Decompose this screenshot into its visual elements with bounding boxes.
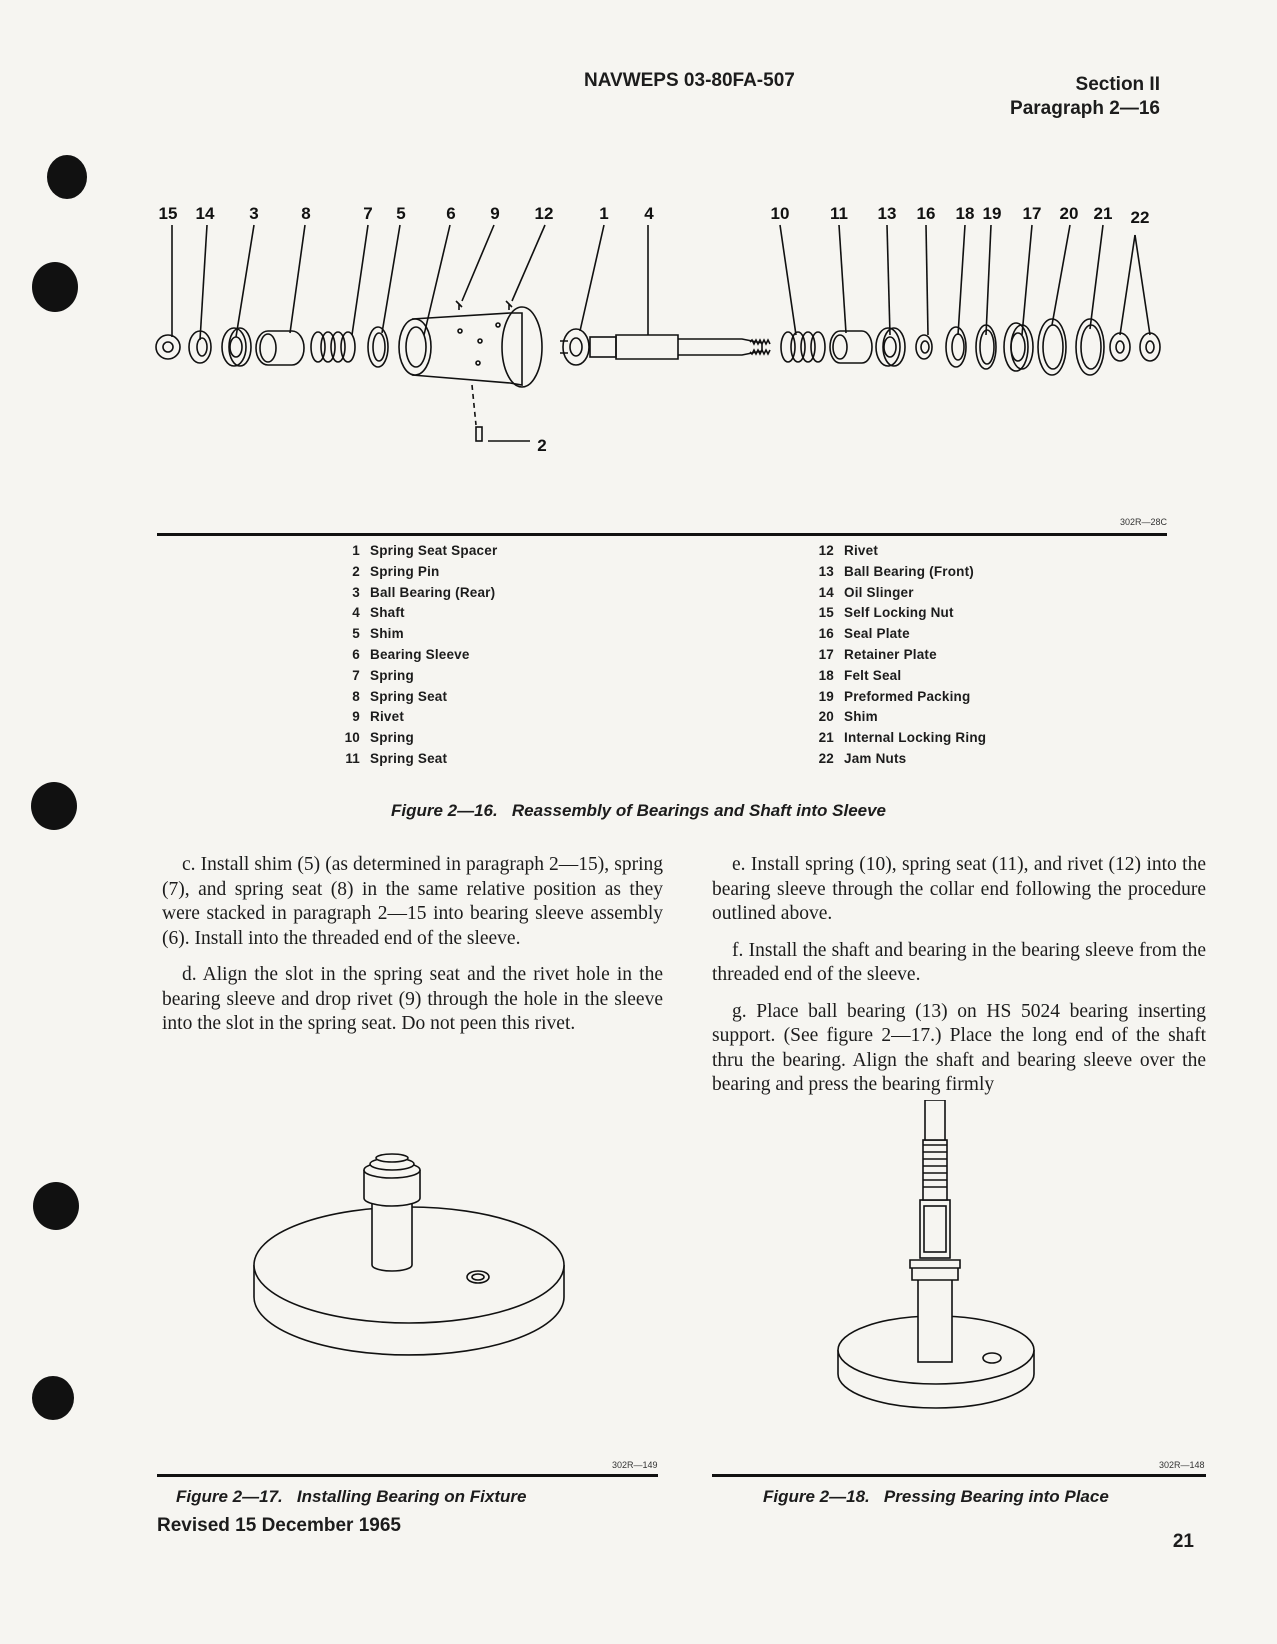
revision-date: Revised 15 December 1965 [157, 1515, 401, 1536]
legend-item: 16 Seal Plate [818, 626, 910, 642]
binder-hole-4 [33, 1182, 79, 1230]
legend-item: 14 Oil Slinger [818, 584, 914, 600]
figure-2-18-code: 302R—148 [1159, 1460, 1205, 1470]
legend-item: 5 Shim [352, 626, 404, 642]
figure-2-16-drawing [150, 195, 1180, 475]
legend-item: 9 Rivet [352, 709, 405, 725]
figure-2-18-rule [712, 1474, 1206, 1477]
figure-2-17-drawing [240, 1140, 580, 1380]
legend-right [804, 541, 986, 770]
binder-hole-1 [47, 155, 87, 199]
legend-item: 21 Internal Locking Ring [818, 730, 987, 746]
callout-14: 14 [195, 204, 215, 223]
callout-4: 4 [644, 204, 654, 223]
figure-2-16-rule [157, 533, 1167, 536]
callout-6: 6 [446, 204, 456, 223]
legend-item: 11 Spring Seat [345, 750, 448, 766]
left-column [162, 853, 663, 1049]
document-id: NAVWEPS 03-80FA-507 [584, 70, 795, 91]
right-column [712, 853, 1206, 1110]
legend-item: 19 Preformed Packing [818, 688, 971, 704]
figure-2-16-callouts [159, 204, 1150, 455]
callout-18: 18 [955, 204, 975, 223]
section-label: Section II [1075, 74, 1160, 95]
figure-2-16-code: 302R—28C [1119, 517, 1167, 527]
callout-21: 21 [1093, 204, 1113, 223]
legend-item: 12 Rivet [818, 543, 879, 558]
legend-item: 2 Spring Pin [352, 563, 440, 579]
legend-item: 7 Spring [352, 667, 414, 683]
callout-10: 10 [770, 204, 790, 223]
figure-2-18-drawing [830, 1100, 1050, 1420]
legend-item: 4 Shaft [352, 605, 405, 621]
figure-2-18-caption: Figure 2—18. Pressing Bearing into Place [763, 1487, 1109, 1506]
legend-item: 13 Ball Bearing (Front) [818, 563, 975, 579]
callout-13: 13 [877, 204, 897, 223]
paragraph-c: c. Install shim (5) (as determined in paragraph 2—15), spring (7), and spring seat (8) in the same relative position as they were stacked in paragraph 2—15 into bearing sleeve assembly (6). Install into the threaded end of the sleeve. [162, 854, 663, 949]
figure-2-16-caption: Figure 2—16. Reassembly of Bearings and Shaft into Sleeve [390, 801, 887, 820]
callout-12: 12 [534, 204, 554, 223]
callout-19: 19 [982, 204, 1002, 223]
callout-17: 17 [1022, 204, 1042, 223]
figure-2-17-code: 302R—149 [612, 1460, 658, 1470]
legend-item: 17 Retainer Plate [818, 646, 937, 662]
figure-2-17-rule [157, 1474, 658, 1477]
paragraph-d: d. Align the slot in the spring seat and the rivet hole in the bearing sleeve and drop rivet (9) through the hole in the sleeve into the slot in the spring seat. Do not peen this rivet. [162, 964, 663, 1034]
callout-22: 22 [1130, 208, 1150, 227]
legend-item: 6 Bearing Sleeve [352, 646, 470, 662]
legend-item: 3 Ball Bearing (Rear) [352, 584, 496, 600]
binder-hole-2 [32, 262, 78, 312]
callout-11: 11 [830, 204, 848, 223]
paragraph-g: g. Place ball bearing (13) on HS 5024 bearing inserting support. (See figure 2—17.) Place the long end of the shaft thru the bearing. Align the shaft and bearing sleeve over the bearing and press the bearing firmly [712, 1000, 1206, 1095]
callout-9: 9 [490, 204, 500, 223]
page-number: 21 [1172, 1531, 1194, 1552]
callout-20: 20 [1059, 204, 1079, 223]
callout-3: 3 [249, 204, 259, 223]
legend-item: 10 Spring [344, 730, 414, 746]
paragraph-f: f. Install the shaft and bearing in the bearing sleeve from the threaded end of the sleeve. [712, 939, 1206, 985]
legend-item: 1 Spring Seat Spacer [352, 543, 498, 558]
legend-item: 18 Felt Seal [818, 667, 902, 683]
legend-item: 8 Spring Seat [352, 688, 448, 704]
paragraph-e: e. Install spring (10), spring seat (11), and rivet (12) into the bearing sleeve through the collar end following the procedure outlined above. [712, 854, 1206, 924]
legend-left [330, 541, 497, 770]
legend-item: 20 Shim [818, 709, 878, 725]
callout-16: 16 [916, 204, 936, 223]
legend-item: 22 Jam Nuts [818, 750, 907, 766]
callout-8: 8 [301, 204, 311, 223]
callout-1: 1 [599, 204, 609, 223]
figure-2-17-caption: Figure 2—17. Installing Bearing on Fixture [176, 1487, 527, 1506]
legend-item: 15 Self Locking Nut [818, 605, 954, 621]
callout-5: 5 [396, 204, 406, 223]
binder-hole-5 [32, 1376, 74, 1420]
callout-2: 2 [537, 436, 547, 455]
paragraph-label: Paragraph 2—16 [1010, 98, 1160, 119]
callout-7: 7 [363, 204, 373, 223]
callout-15: 15 [158, 204, 178, 223]
